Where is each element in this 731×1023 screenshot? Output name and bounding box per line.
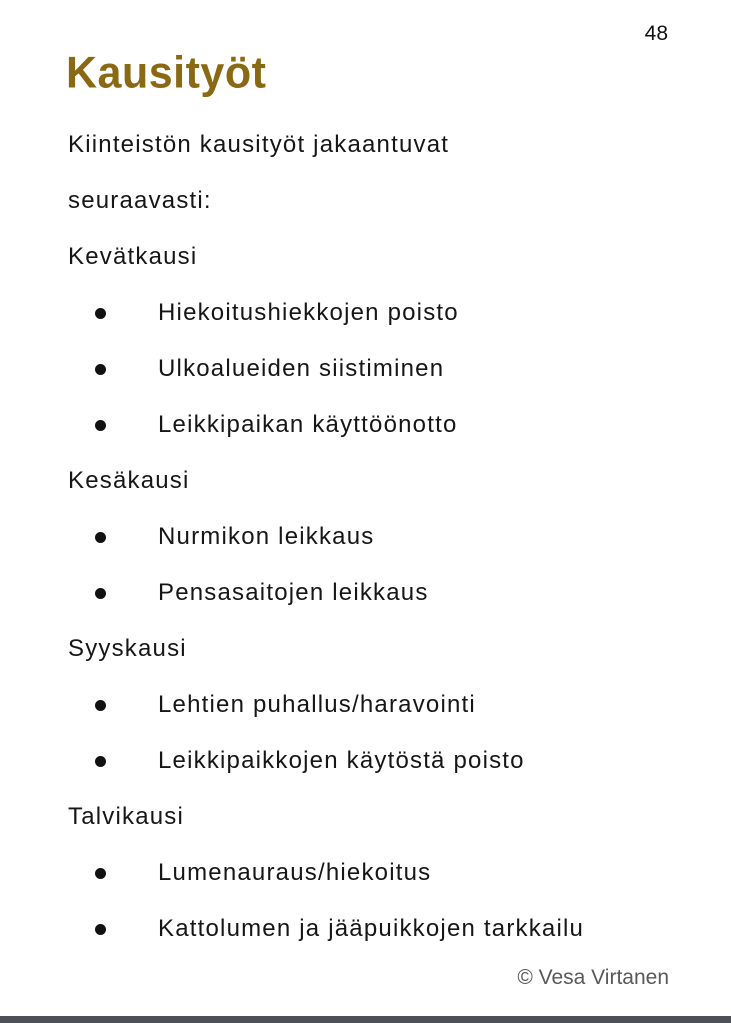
bullet-label: Ulkoalueiden siistiminen bbox=[158, 355, 445, 382]
bullet-label: Lehtien puhallus/haravointi bbox=[158, 691, 476, 718]
bullet-label: Kattolumen ja jääpuikkojen tarkkailu bbox=[158, 915, 585, 942]
bullet-icon bbox=[95, 700, 106, 711]
bullet-item bbox=[68, 733, 691, 789]
copyright-credit: © Vesa Virtanen bbox=[517, 966, 669, 989]
page-number: 48 bbox=[644, 22, 668, 45]
bullet-label: Nurmikon leikkaus bbox=[158, 523, 375, 550]
bullet-icon bbox=[95, 364, 106, 375]
bullet-item bbox=[68, 845, 691, 901]
intro-line-1: Kiinteistön kausityöt jakaantuvat bbox=[68, 131, 450, 158]
content-list bbox=[68, 229, 691, 957]
bullet-label: Pensasaitojen leikkaus bbox=[158, 579, 429, 606]
bullet-icon bbox=[95, 588, 106, 599]
bullet-label: Lumenauraus/hiekoitus bbox=[158, 859, 432, 886]
bullet-item bbox=[68, 901, 691, 957]
bullet-icon bbox=[95, 868, 106, 879]
bullet-item bbox=[68, 397, 691, 453]
section-heading: Kesäkausi bbox=[68, 467, 190, 494]
bullet-label: Leikkipaikkojen käytöstä poisto bbox=[158, 747, 525, 774]
bullet-icon bbox=[95, 924, 106, 935]
bottom-accent-bar bbox=[0, 1016, 731, 1023]
bullet-icon bbox=[95, 420, 106, 431]
bullet-label: Hiekoitushiekkojen poisto bbox=[158, 299, 459, 326]
section-heading: Talvikausi bbox=[68, 803, 185, 830]
slide-title: Kausityöt bbox=[66, 48, 267, 98]
bullet-icon bbox=[95, 756, 106, 767]
bullet-label: Leikkipaikan käyttöönotto bbox=[158, 411, 458, 438]
bullet-item bbox=[68, 341, 691, 397]
bullet-item bbox=[68, 565, 691, 621]
section-heading: Kevätkausi bbox=[68, 243, 198, 270]
bullet-item bbox=[68, 509, 691, 565]
bullet-icon bbox=[95, 308, 106, 319]
bullet-icon bbox=[95, 532, 106, 543]
slide-body bbox=[68, 117, 691, 957]
bullet-item bbox=[68, 285, 691, 341]
intro-line-2: seuraavasti: bbox=[68, 187, 212, 214]
section-heading: Syyskausi bbox=[68, 635, 187, 662]
bullet-item bbox=[68, 677, 691, 733]
